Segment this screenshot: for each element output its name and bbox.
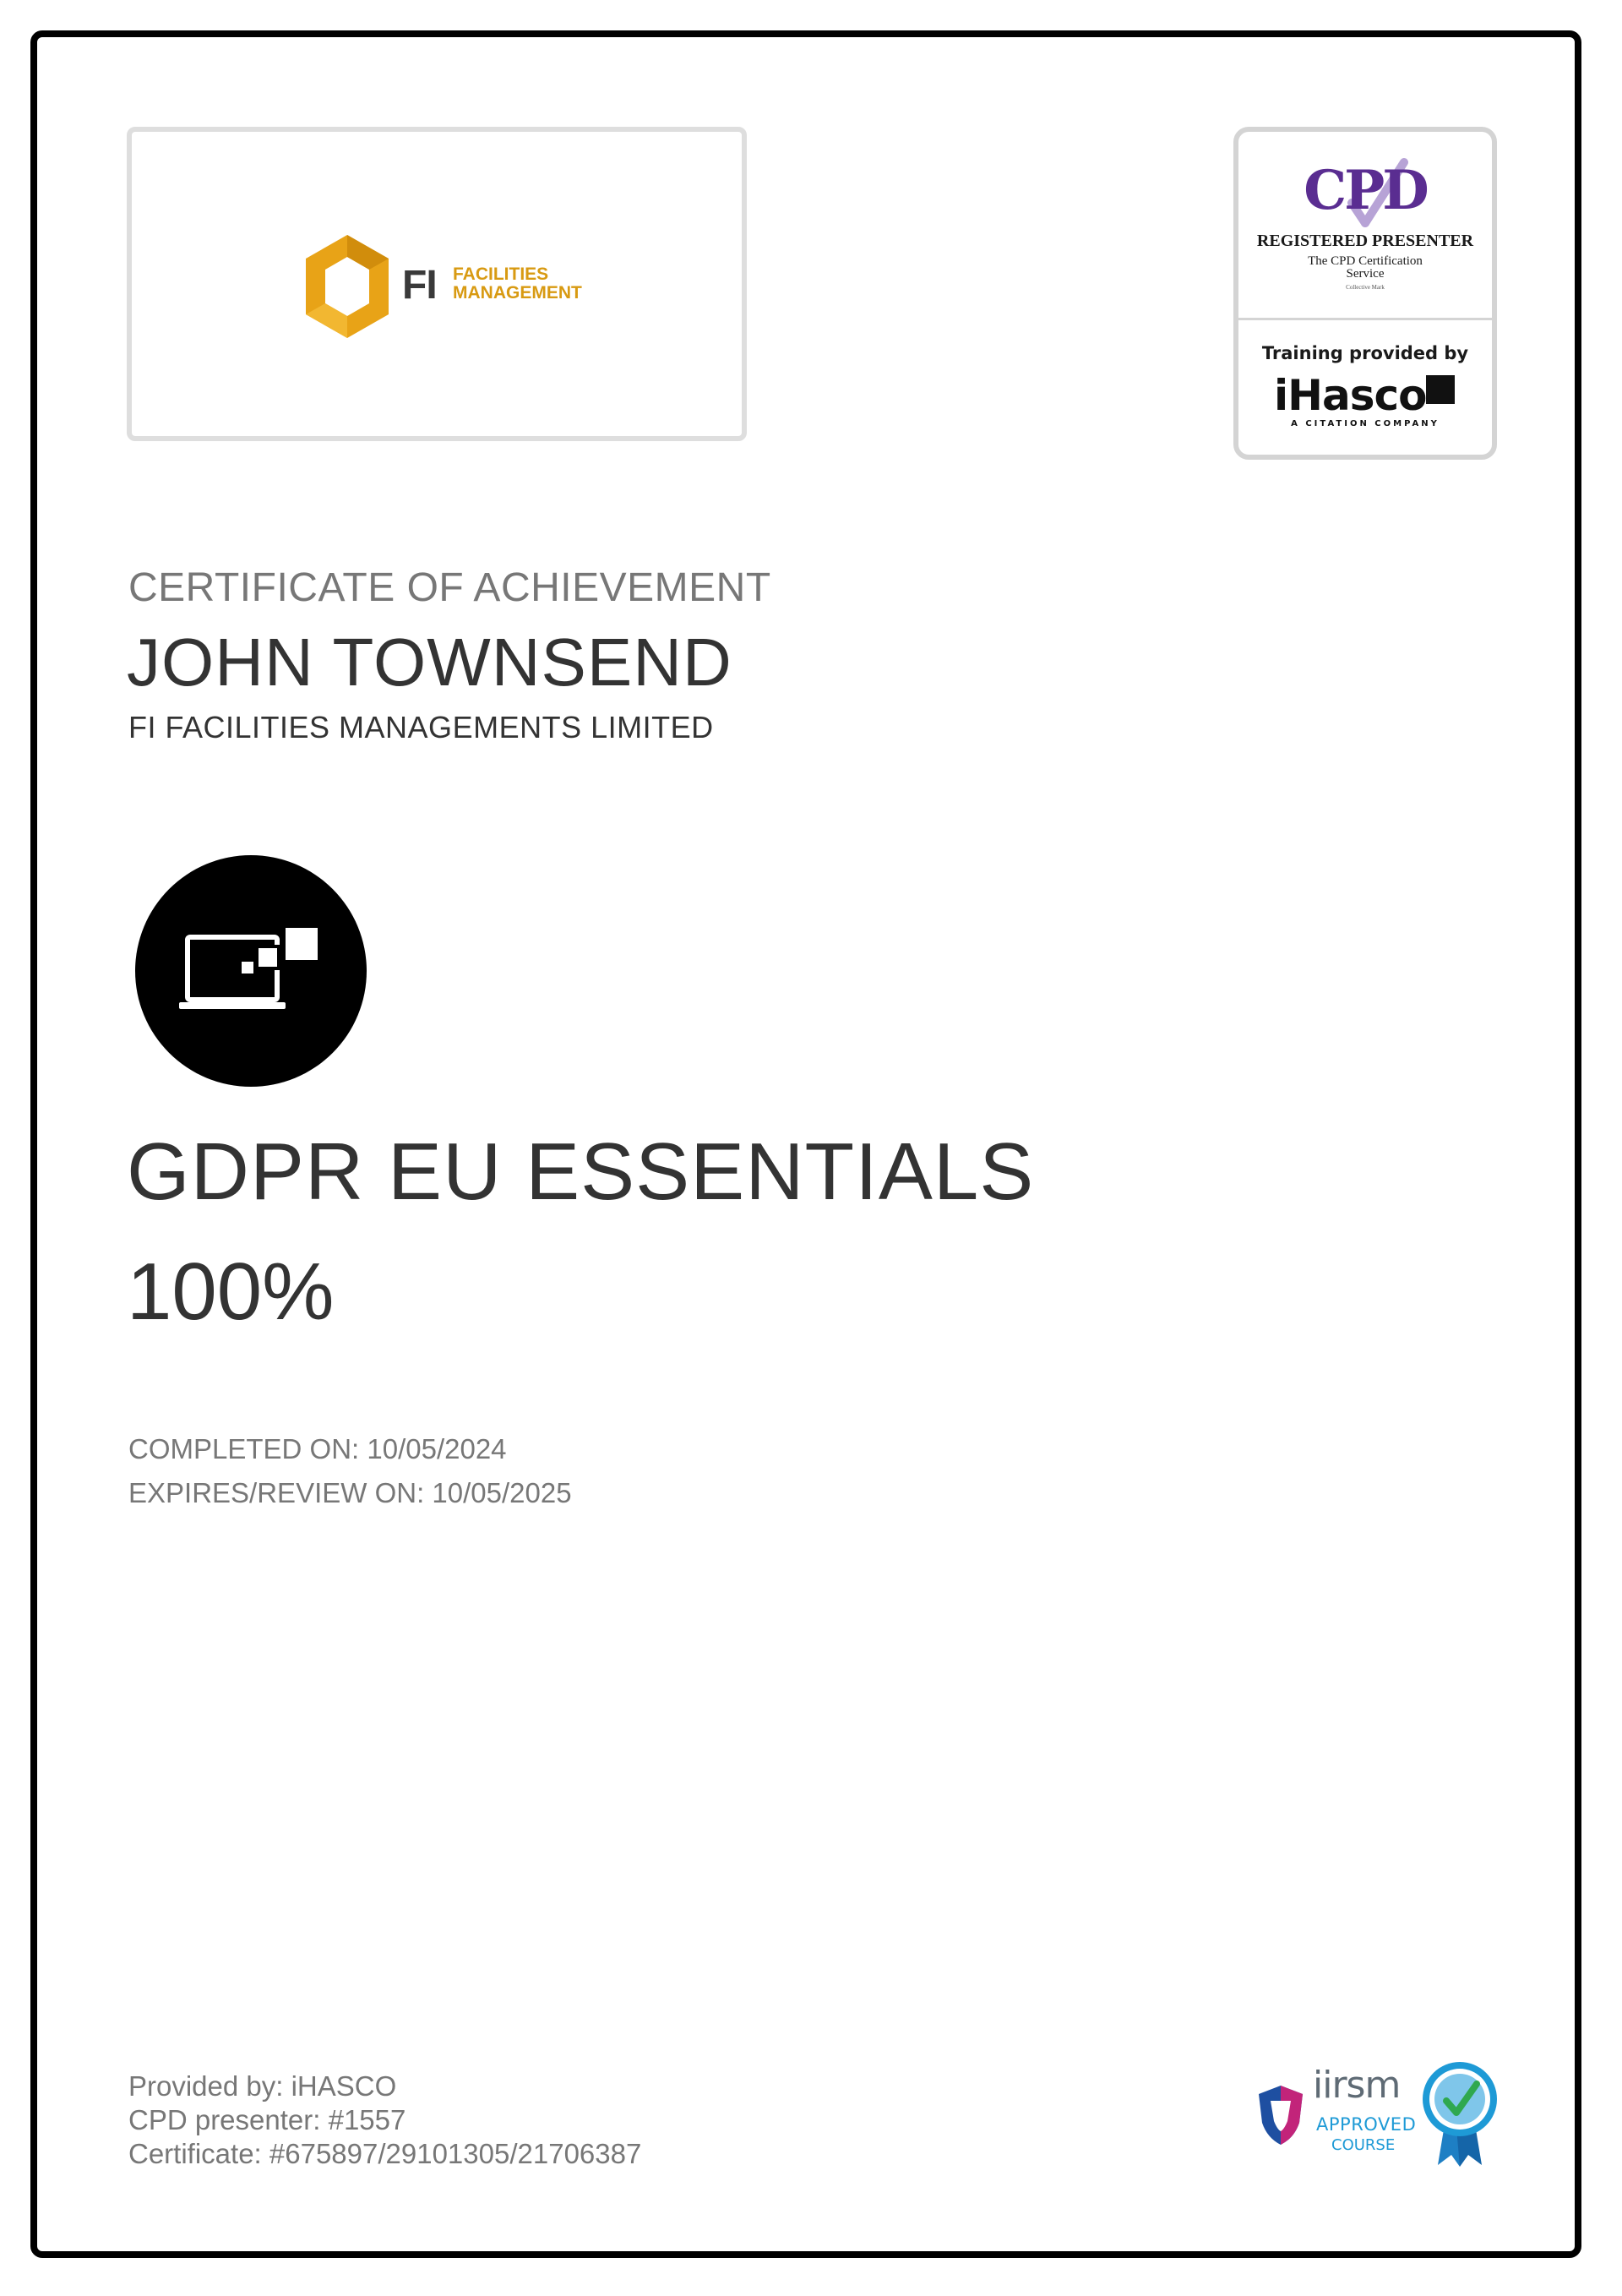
company-logo — [301, 232, 588, 341]
cpd-mark-area — [1238, 132, 1492, 318]
certificate-heading: CERTIFICATE OF ACHIEVEMENT — [128, 565, 771, 610]
cpd-badge — [1233, 127, 1497, 460]
certificate-number: Certificate: #675897/29101305/21706387 — [128, 2138, 642, 2169]
ihasco-logo: iHasco — [1274, 371, 1427, 420]
recipient-name: JOHN TOWNSEND — [127, 624, 732, 700]
ihasco-square-icon — [1426, 375, 1455, 404]
course-score: 100% — [127, 1246, 335, 1337]
laptop-icon — [135, 855, 367, 1087]
course-title: GDPR EU ESSENTIALS — [127, 1126, 1035, 1217]
cpd-collective-mark: Collective Mark — [1346, 284, 1385, 291]
course-icon — [135, 855, 367, 1087]
hexagon-logo-icon — [301, 232, 394, 341]
iirsm-approved-label: APPROVED — [1316, 2114, 1417, 2135]
cpd-service-name — [1238, 255, 1492, 281]
cpd-service-line1: The CPD Certification — [1308, 254, 1423, 268]
cpd-registered-presenter: REGISTERED PRESENTER — [1256, 232, 1474, 250]
badge-divider — [1238, 318, 1492, 320]
cpd-service-line2: Service — [1346, 267, 1385, 281]
provided-by: Provided by: iHASCO — [128, 2070, 397, 2102]
iirsm-approved-logo — [1254, 2059, 1499, 2168]
iirsm-course-label: COURSE — [1331, 2136, 1396, 2154]
company-logo-box — [127, 127, 747, 441]
company-logo-line2: MANAGEMENT — [453, 283, 582, 303]
cpd-logo: CPD — [1304, 159, 1427, 222]
training-provided-by: Training provided by — [1261, 343, 1469, 363]
iirsm-wordmark: iirsm — [1313, 2064, 1401, 2107]
ihasco-tagline: A CITATION COMPANY — [1291, 419, 1440, 428]
company-logo-initials: FI — [402, 263, 437, 308]
cpd-presenter-number: CPD presenter: #1557 — [128, 2104, 406, 2135]
expiry-date: EXPIRES/REVIEW ON: 10/05/2025 — [128, 1477, 572, 1508]
completed-date: COMPLETED ON: 10/05/2024 — [128, 1433, 507, 1464]
recipient-company: FI FACILITIES MANAGEMENTS LIMITED — [128, 710, 714, 744]
approved-rosette-icon — [1421, 2059, 1499, 2167]
iirsm-shield-icon — [1254, 2082, 1308, 2148]
company-logo-line1: FACILITIES — [453, 265, 549, 284]
company-logo-wordmark — [453, 265, 582, 303]
